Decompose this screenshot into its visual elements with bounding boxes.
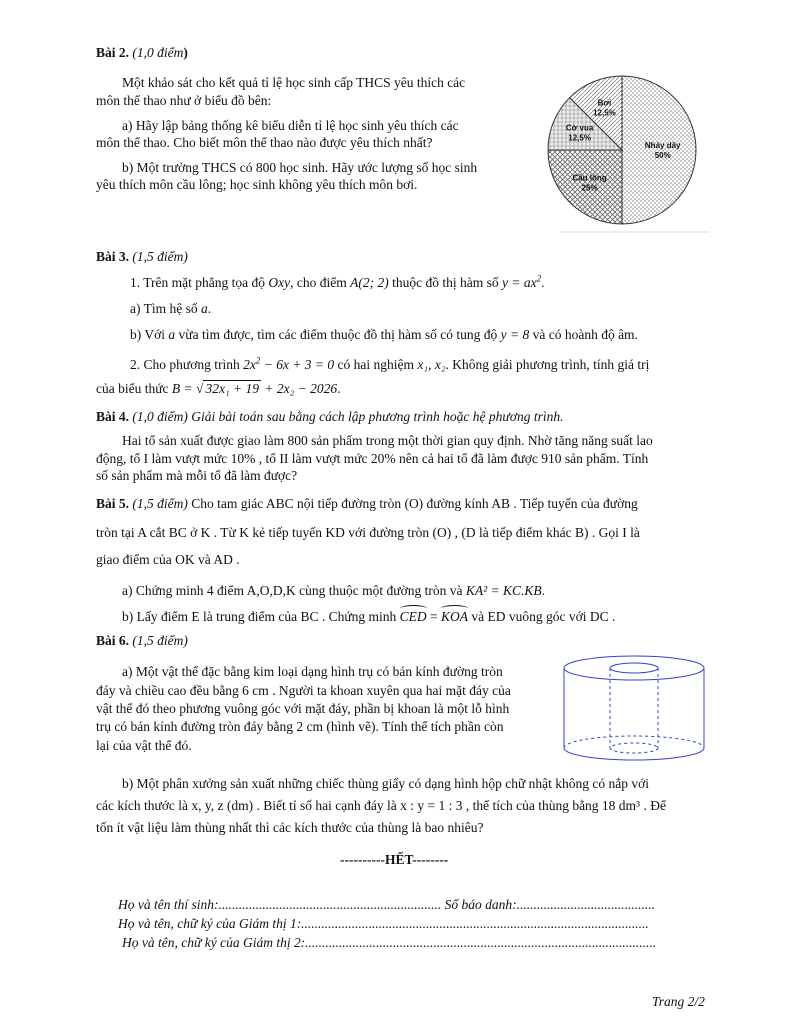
- bai6-b-line3: tốn ít vật liệu làm thùng nhất thì các kích thước của thùng là bao nhiêu?: [96, 820, 484, 835]
- bai3-q1: [130, 274, 544, 291]
- outer-bottom-front: [564, 748, 704, 760]
- bai2-heading: [96, 44, 188, 61]
- bai2-b-line1: b) Một trường THCS có 800 học sinh. Hãy ước lượng số học sinh: [122, 160, 478, 175]
- bai3-q2: [130, 356, 649, 373]
- bai3-q1-text-c: thuộc đồ thị hàm số: [392, 275, 499, 290]
- bai4-line2: động, tổ I làm vượt mức 10% , tổ II làm vượt mức 20% nên cả hai tổ đã làm được 910 sản phẩm. Tính: [96, 451, 649, 466]
- bai5-b-angle-ced: CED: [399, 609, 427, 624]
- bai3-points: (1,5 điểm): [132, 249, 188, 264]
- bai2-intro-line1: Một khảo sát cho kết quả tỉ lệ học sinh cấp THCS yêu thích các: [122, 75, 466, 90]
- bai6-a-line3: vật thể đó theo phương vuông góc với mặt đáy, phần bị khoan là một lỗ hình: [96, 701, 510, 716]
- bai6-a-line2: đáy và chiều cao đều bằng 6 cm . Người ta khoan xuyên qua hai mặt đáy của: [96, 683, 511, 698]
- bai3-q2-sqrt: 32x₁ + 19: [205, 381, 259, 396]
- bai3-q2-text2: có hai nghiệm: [337, 357, 415, 372]
- bai5-b-eq: =: [426, 609, 442, 624]
- end-mark: ----------HẾT--------: [340, 852, 449, 867]
- bai3-q1-end: .: [541, 275, 545, 290]
- bai6-a-line5: lại của vật thể đó.: [96, 738, 192, 753]
- pie-value-label: 50%: [654, 151, 671, 160]
- bai6-b-line1: b) Một phân xưởng sản xuất những chiếc thùng giấy có dạng hình hộp chữ nhật không có nắp với: [122, 776, 650, 791]
- pie-value-label: 25%: [581, 183, 598, 193]
- bai3-q2-line2: [96, 380, 341, 397]
- bai3-q2-l2: của biểu thức: [96, 381, 169, 396]
- bai3-q1-text-a: 1. Trên mặt phẳng tọa độ: [130, 275, 265, 290]
- bai6-heading: [96, 632, 188, 649]
- pie-slice: [622, 76, 696, 224]
- bai3-qb-text1: b) Với: [130, 327, 166, 342]
- pie-value-label: 12,5%: [568, 133, 591, 143]
- bai4-points-task: (1,0 điểm) Giải bài toán sau bằng cách lập phương trình hoặc hệ phương trình.: [132, 409, 564, 424]
- bai2-intro-line2: môn thể thao như ở biểu đồ bên:: [96, 93, 272, 108]
- bai3-q1-oxy: Oxy: [268, 275, 291, 290]
- bai3-q2-equation: [243, 357, 334, 372]
- bai3-q1-point: A(2; 2): [350, 275, 389, 290]
- pie-value-label: 12,5%: [593, 108, 616, 118]
- bai3-heading: [96, 248, 188, 265]
- bai2-title: Bài 2.: [96, 45, 130, 60]
- bai6-points: (1,5 điểm): [132, 633, 188, 648]
- bai2-a-line2: môn thể thao. Cho biết môn thể thao nào được yêu thích nhất?: [96, 135, 433, 150]
- bai5-a-end: .: [541, 583, 546, 598]
- bai3-q2-text3: . Không giải phương trình, tính giá trị: [445, 357, 650, 372]
- bai5-line3: giao điểm của OK và AD .: [96, 552, 240, 567]
- bai6-a-line1: a) Một vật thể đặc bằng kim loại dạng hình trụ có bán kính đường tròn: [122, 664, 503, 679]
- bai3-q2-eq-exp: 2: [255, 355, 261, 366]
- bai4-line3: số sản phẩm mà mỗi tổ đã làm được?: [96, 468, 298, 483]
- bai3-q2-end: .: [337, 381, 341, 396]
- bai5-points: (1,5 điểm): [132, 496, 188, 511]
- pie-chart: [540, 72, 715, 237]
- bai3-q2-expression: B = √ 32x₁ + 19 + 2x₂ − 2026: [171, 381, 338, 396]
- bai3-q2-rest: + 2x₂ − 2026: [261, 381, 338, 396]
- bai6-a-line4: trụ có bán kính đường tròn đáy bằng 2 cm (hình vẽ). Tính thể tích phần còn: [96, 719, 504, 734]
- pie-category-label: Bơi: [597, 98, 612, 108]
- bai5-line2: tròn tại A cắt BC ở K . Từ K kẻ tiếp tuyến KD với đường tròn (O) , (D là tiếp điểm khác B) . Gọi I là: [96, 525, 640, 540]
- bai3-q1-fn: y = ax: [501, 275, 537, 290]
- hole-top-ellipse: [610, 663, 658, 673]
- bai2-a-line1: a) Hãy lập bảng thống kê biểu diễn tỉ lệ học sinh yêu thích các: [122, 118, 459, 133]
- bai3-q1-fn-exp: 2: [536, 273, 542, 284]
- bai3-qb-text3: và có hoành độ âm.: [532, 327, 638, 342]
- footer-proctor1: Họ và tên, chữ ký của Giám thị 1:.......................................................................................................: [118, 916, 649, 931]
- bai4-title: Bài 4.: [96, 409, 130, 424]
- bai5-a-eq: KA² = KC.KB: [465, 583, 542, 598]
- bai2-b-line2: yêu thích môn cầu lông; học sinh không yêu thích môn bơi.: [96, 177, 418, 192]
- pie-category-label: Nhảy dây: [644, 141, 681, 150]
- bai3-qa-var: a: [201, 301, 208, 316]
- bai5-b: [122, 608, 615, 625]
- pie-category-label: Cờ vua: [565, 123, 594, 133]
- bai2-points: (1,0 điểm: [132, 45, 184, 60]
- bai3-qb-text2: vừa tìm được, tìm các điểm thuộc đồ thị hàm số có tung độ: [178, 327, 498, 342]
- bai2-paren: ): [183, 45, 188, 60]
- bai3-qb-eq: y = 8: [500, 327, 530, 342]
- bai6-title: Bài 6.: [96, 633, 130, 648]
- footer-candidate: Họ và tên thí sinh:.................................................................. Số báo danh:.........................................: [118, 897, 655, 912]
- bai5-title: Bài 5.: [96, 496, 130, 511]
- page-number: Trang 2/2: [652, 994, 705, 1009]
- bai3-q2-text1: 2. Cho phương trình: [130, 357, 240, 372]
- bai5-a-text: a) Chứng minh 4 điểm A,O,D,K cùng thuộc một đường tròn và: [122, 583, 463, 598]
- outer-bottom-back: [564, 736, 704, 748]
- bai3-q1-function: [502, 275, 541, 290]
- pie-category-label: Cầu lông: [572, 173, 607, 183]
- bai5-b-text1: b) Lấy điểm E là trung điểm của BC . Chứng minh: [122, 609, 397, 624]
- hole-bottom-ellipse: [610, 743, 658, 753]
- footer-proctor2: Họ và tên, chữ ký của Giám thị 2:........................................................................................................: [122, 935, 657, 950]
- bai3-q2-eq-a: 2x: [243, 357, 256, 372]
- bai3-q2-eq-b: − 6x + 3 = 0: [260, 357, 335, 372]
- bai5-b-angle-koa: KOA: [441, 609, 469, 624]
- bai3-q2-B: B =: [171, 381, 193, 396]
- bai3-title: Bài 3.: [96, 249, 130, 264]
- bai3-q2-roots: x₁, x₂: [417, 357, 446, 372]
- bai3-q1-text-b: , cho điểm: [290, 275, 347, 290]
- outer-top-ellipse: [564, 656, 704, 680]
- bai4-line1: Hai tổ sản xuất được giao làm 800 sản phẩm trong một thời gian quy định. Nhờ tăng năng suất lao: [122, 433, 653, 448]
- cylinder-figure: [560, 652, 708, 768]
- bai3-qa: [130, 300, 211, 317]
- bai5-l1-text: Cho tam giác ABC nội tiếp đường tròn (O) đường kính AB . Tiếp tuyến của đường: [191, 496, 638, 511]
- bai3-qb-var: a: [168, 327, 176, 342]
- bai3-qa-end: .: [207, 301, 212, 316]
- bai5-b-text2: và ED vuông góc với DC .: [468, 609, 616, 624]
- bai5-a: [122, 582, 545, 599]
- bai3-qa-text: a) Tìm hệ số: [130, 301, 198, 316]
- bai5-line1: [96, 495, 638, 512]
- bai3-qb: [130, 326, 638, 343]
- bai6-b-line2: các kích thước là x, y, z (dm) . Biết tỉ số hai cạnh đáy là x : y = 1 : 3 , thể tích của thùng bằng 18 dm³ . Để: [96, 798, 666, 813]
- bai4-heading: [96, 408, 564, 425]
